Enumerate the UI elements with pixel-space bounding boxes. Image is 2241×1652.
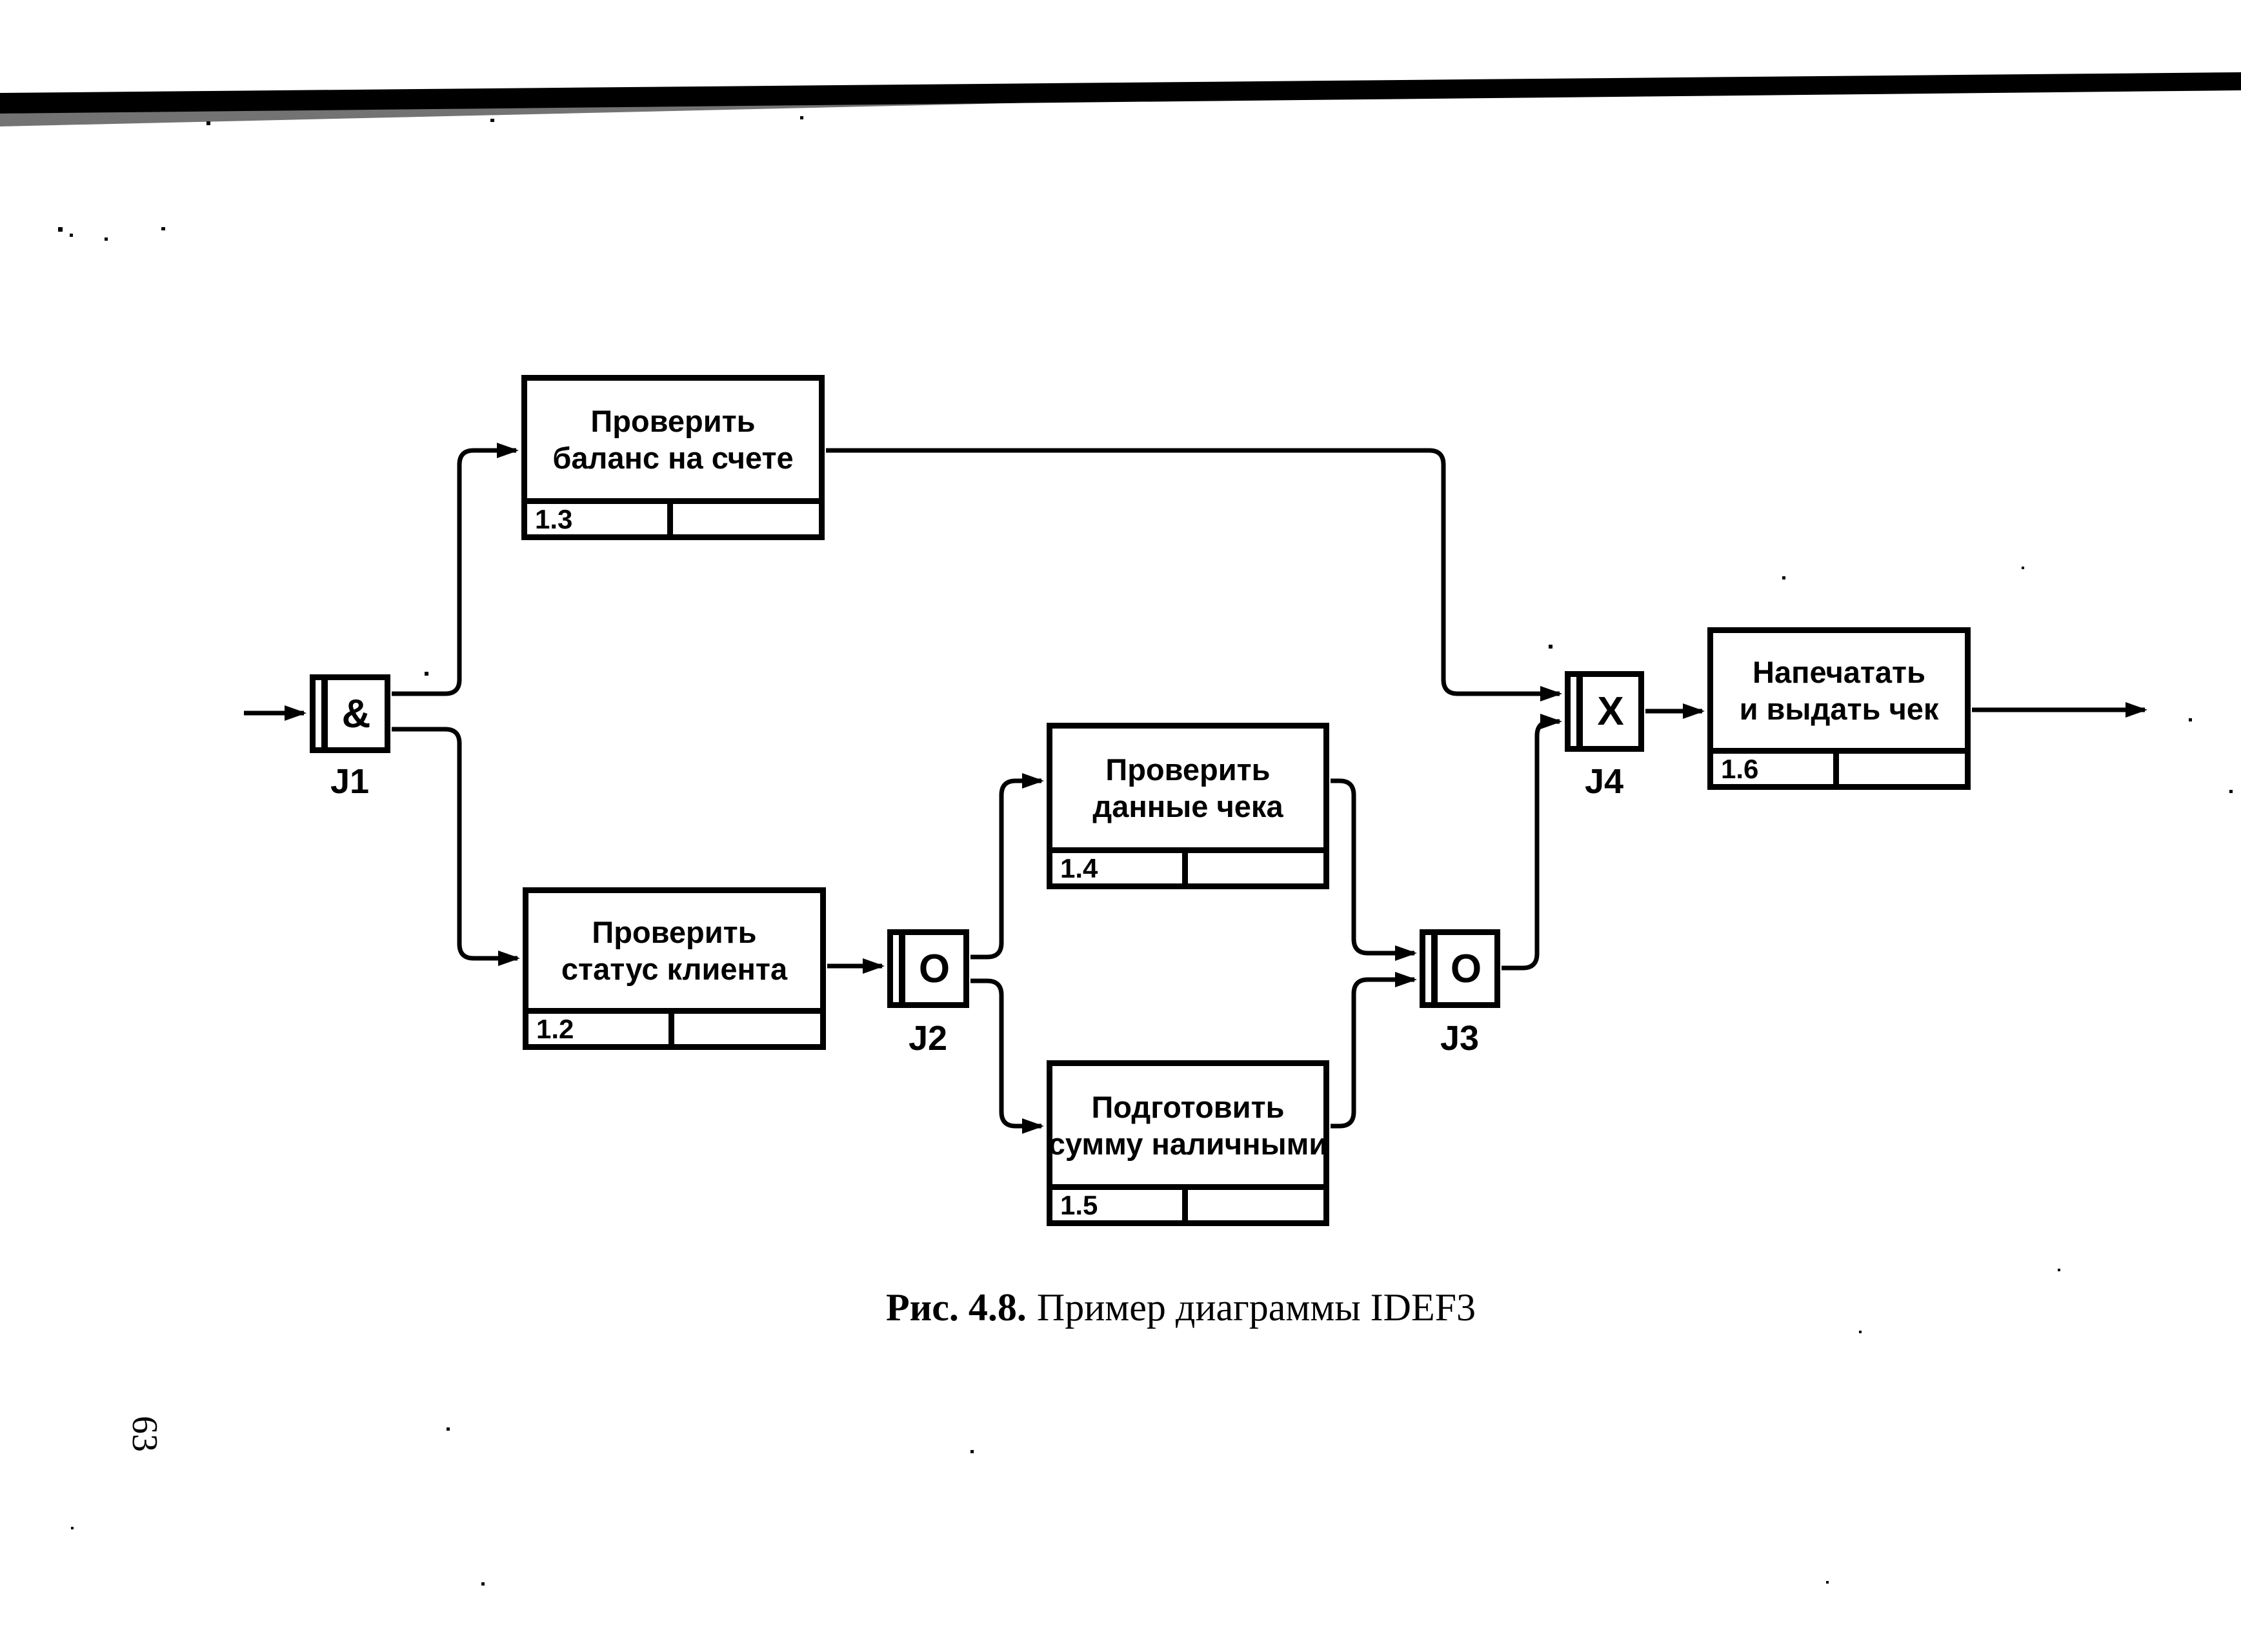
junction-double-bar [1576,677,1583,746]
page-number: 63 [125,1416,165,1452]
activity-label-line1: Подготовить [1091,1089,1285,1124]
activity-label-line1: Проверить [592,915,757,949]
activity-label-line2: статус клиента [561,952,788,986]
activity-label [528,893,820,1008]
activity-number: 1.6 [1713,754,1839,784]
connector-j3-to-j4 [1502,721,1560,968]
junction-label-j2: J2 [908,1019,948,1058]
activity-box-1-6 [1707,627,1971,790]
activity-label [527,381,819,498]
connector-j1-to-activity-1-2 [392,729,518,958]
junction-double-bar [321,680,328,747]
activity-box-1-2 [523,887,826,1050]
activity-footer [527,498,819,534]
junction-or-symbol: O [918,946,950,991]
junction-and-symbol: & [341,691,371,736]
connector-activity-1-4-to-j3 [1331,781,1414,953]
activity-number: 1.2 [528,1014,674,1044]
activity-footer-blank [673,504,819,534]
activity-label [1048,1066,1328,1184]
activity-number: 1.3 [527,504,673,534]
junction-double-bar [1431,935,1438,1002]
connector-j2-to-activity-1-4 [970,781,1041,957]
activity-label-line1: Проверить [1105,752,1271,787]
junction-xor-symbol: X [1597,689,1624,734]
scan-band-speckle [0,97,1065,126]
connector-activity-1-5-to-j3 [1331,980,1414,1126]
junction-or-symbol: O [1450,946,1482,991]
activity-footer [1052,847,1323,883]
junction-box-j2 [887,929,969,1008]
activity-number: 1.5 [1052,1190,1188,1220]
connector-activity-1-3-to-j4 [826,450,1560,694]
activity-footer-blank [1839,754,1965,784]
activity-label-line2: баланс на счете [552,441,794,475]
junction-box-j3 [1420,929,1500,1008]
activity-box-1-5 [1047,1060,1329,1226]
activity-label-line1: Напечатать [1753,655,1925,689]
junction-label-j4: J4 [1584,762,1624,801]
junction-box-j4 [1565,671,1644,752]
activity-box-1-4 [1047,723,1329,889]
activity-label-line1: Проверить [590,404,756,438]
junction-double-bar [899,935,905,1002]
figure-caption [826,1285,1536,1330]
activity-label-line2: сумму наличными [1048,1126,1328,1161]
activity-footer [1713,748,1965,784]
activity-label-line2: данные чека [1092,789,1283,823]
figure-caption-number: Рис. 4.8. [886,1286,1027,1329]
figure-caption-text: Пример диаграммы IDEF3 [1036,1286,1476,1329]
activity-label-line2: и выдать чек [1739,692,1939,726]
activity-label [1052,729,1323,847]
junction-box-j1 [310,674,390,753]
activity-box-1-3 [521,375,825,540]
activity-footer [528,1008,820,1044]
activity-footer-blank [674,1014,820,1044]
connector-j1-to-activity-1-3 [392,450,516,694]
junction-label-j3: J3 [1440,1019,1480,1058]
activity-footer-blank [1188,853,1323,883]
connector-j2-to-activity-1-5 [970,981,1041,1126]
activity-number: 1.4 [1052,853,1188,883]
activity-footer [1052,1184,1323,1220]
activity-footer-blank [1188,1190,1323,1220]
scan-band [0,72,2241,114]
activity-label [1713,633,1965,748]
junction-label-j1: J1 [330,762,370,801]
